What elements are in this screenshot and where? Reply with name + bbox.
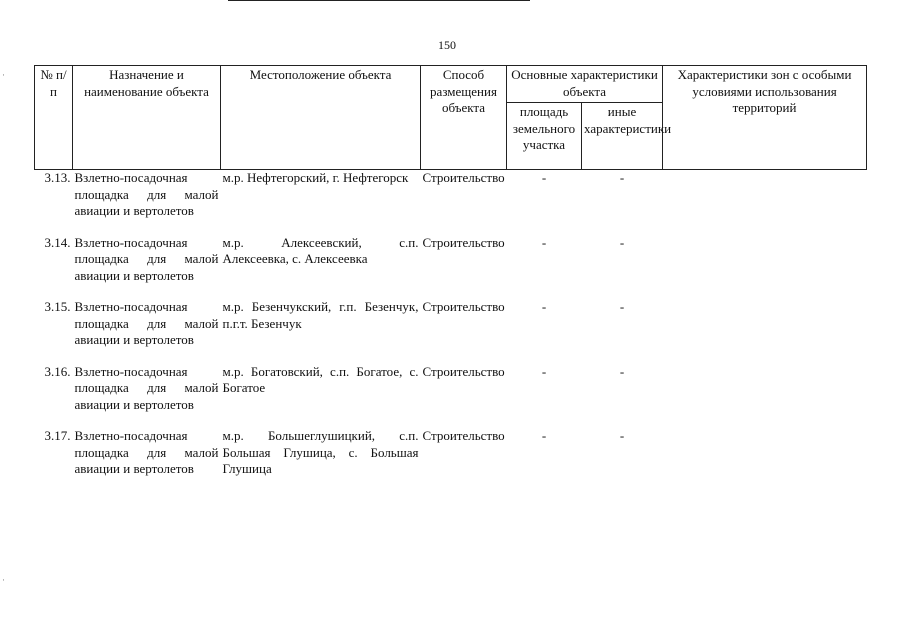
- object-name: Взлетно-посадочная площадка для малой авиации и вертолетов: [74, 234, 219, 283]
- row-number: 3.13.: [44, 170, 71, 185]
- object-location: м.р. Нефтегорский, г. Нефтегорск: [222, 170, 409, 185]
- scan-speck: ·: [2, 70, 5, 80]
- table-row: [35, 364, 867, 429]
- header-num: № п/п: [35, 66, 73, 170]
- object-location: м.р. Безенчукский, г.п. Безенчук, п.г.т. Безенчук: [222, 299, 419, 331]
- land-area: -: [541, 428, 547, 443]
- object-location: м.р. Большеглушицкий, с.п. Большая Глушица, с. Большая Глушица: [222, 428, 419, 476]
- other-characteristics: -: [619, 170, 625, 185]
- objects-table: [34, 65, 867, 493]
- header-row: [35, 66, 867, 103]
- object-location: м.р. Богатовский, с.п. Богатое, с. Богатое: [222, 363, 419, 395]
- row-number: 3.17.: [44, 428, 71, 443]
- table-row: [35, 428, 867, 493]
- zone-characteristics: [663, 235, 867, 300]
- page-number: 150: [438, 38, 456, 52]
- placement-method: Строительство: [422, 170, 505, 185]
- zone-characteristics: [663, 299, 867, 364]
- other-characteristics: -: [619, 234, 625, 250]
- placement-method: Строительство: [422, 299, 505, 314]
- header-name: Назначение и наименование объекта: [73, 66, 221, 170]
- object-location: м.р. Алексеевский, с.п. Алексеевка, с. Алексеевка: [222, 234, 419, 266]
- object-name: Взлетно-посадочная площадка для малой авиации и вертолетов: [74, 428, 219, 476]
- header-location: Местоположение объекта: [221, 66, 421, 170]
- header-area: площадь земельного участка: [507, 103, 582, 170]
- table-row: [35, 170, 867, 235]
- object-name: Взлетно-посадочная площадка для малой авиации и вертолетов: [74, 299, 219, 347]
- land-area: -: [541, 363, 547, 379]
- placement-method: Строительство: [422, 234, 505, 250]
- placement-method: Строительство: [422, 363, 505, 379]
- zone-characteristics: [663, 364, 867, 429]
- header-other: иные характеристики: [582, 103, 663, 170]
- other-characteristics: -: [619, 428, 625, 443]
- zone-characteristics: [663, 170, 867, 235]
- row-number: 3.14.: [44, 234, 71, 250]
- object-name: Взлетно-посадочная площадка для малой авиации и вертолетов: [74, 170, 219, 218]
- header-zones: Характеристики зон с особыми условиями использования территорий: [663, 66, 867, 170]
- object-name: Взлетно-посадочная площадка для малой авиации и вертолетов: [74, 363, 219, 412]
- table-row: [35, 235, 867, 300]
- scan-speck: ·: [2, 575, 5, 585]
- zone-characteristics: [663, 428, 867, 493]
- row-number: 3.15.: [44, 299, 71, 314]
- other-characteristics: -: [619, 363, 625, 379]
- land-area: -: [541, 170, 547, 185]
- row-number: 3.16.: [44, 363, 71, 379]
- header-method: Способ размещения объекта: [421, 66, 507, 170]
- placement-method: Строительство: [422, 428, 505, 443]
- other-characteristics: -: [619, 299, 625, 314]
- land-area: -: [541, 299, 547, 314]
- top-rule: [228, 0, 530, 1]
- header-main-characteristics: Основные характеристики объекта: [507, 66, 663, 103]
- table-row: [35, 299, 867, 364]
- land-area: -: [541, 234, 547, 250]
